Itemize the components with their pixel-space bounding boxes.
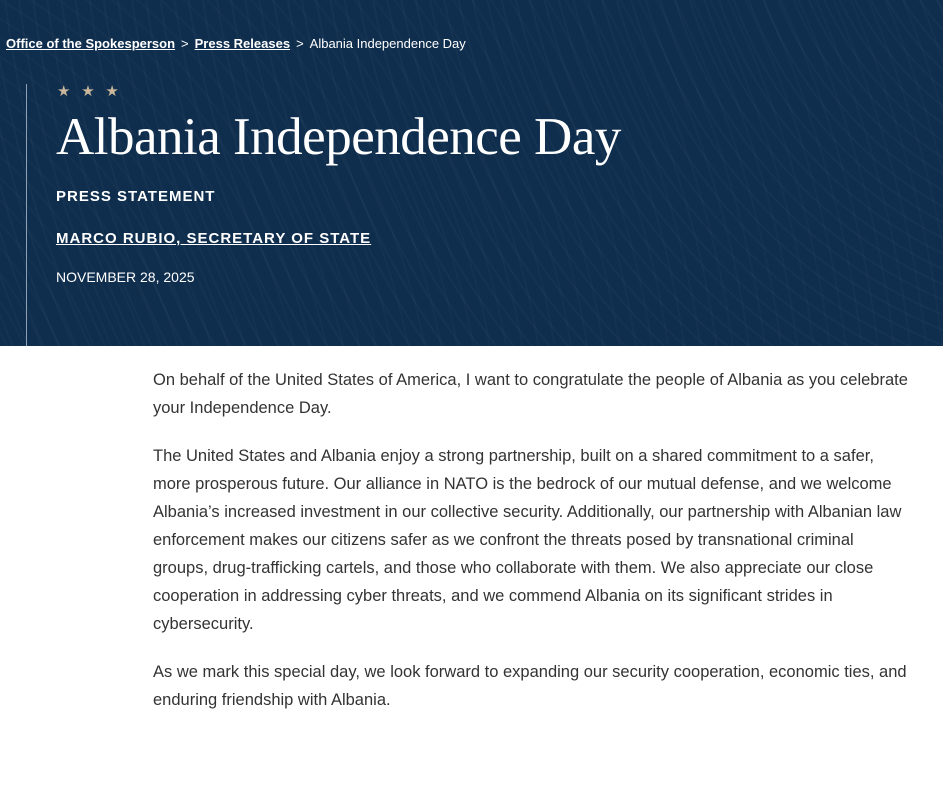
publish-date: NOVEMBER 28, 2025 — [56, 269, 195, 285]
author-link[interactable]: MARCO RUBIO, SECRETARY OF STATE — [56, 230, 372, 247]
breadcrumb — [6, 36, 466, 51]
stars-icon: ★ ★ ★ — [57, 82, 122, 100]
breadcrumb-current-page: Albania Independence Day — [309, 36, 466, 51]
press-statement-body — [153, 366, 913, 734]
breadcrumb-separator: > — [181, 36, 189, 51]
body-paragraph: As we mark this special day, we look forward to expanding our security cooperation, economic ties, and enduring friendship with Albania. — [153, 663, 907, 709]
breadcrumb-link-press-releases[interactable]: Press Releases — [194, 36, 291, 51]
body-paragraph: On behalf of the United States of America, I want to congratulate the people of Albania as you celebrate your Independence Day. — [153, 371, 908, 417]
page-title: Albania Independence Day — [56, 108, 621, 166]
body-paragraph: The United States and Albania enjoy a strong partnership, built on a shared commitment to a safer, more prosperous future. Our alliance in NATO is the bedrock of our mutual defense, and we welcome Albania’s increased investment in our collective security. Additionally, our partnership with Albanian law enforcement makes our citizens safer as we confront the threats posed by transnational criminal groups, drug-trafficking cartels, and those who collaborate with them. We also appreciate our close cooperation in addressing cyber threats, and we commend Albania on its significant strides in cybersecurity. — [153, 447, 902, 633]
vertical-divider — [26, 84, 27, 346]
hero-banner — [0, 0, 943, 346]
breadcrumb-link-office-of-the-spokesperson[interactable]: Office of the Spokesperson — [6, 36, 176, 51]
breadcrumb-separator: > — [296, 36, 304, 51]
statement-type-label: PRESS STATEMENT — [56, 188, 216, 205]
